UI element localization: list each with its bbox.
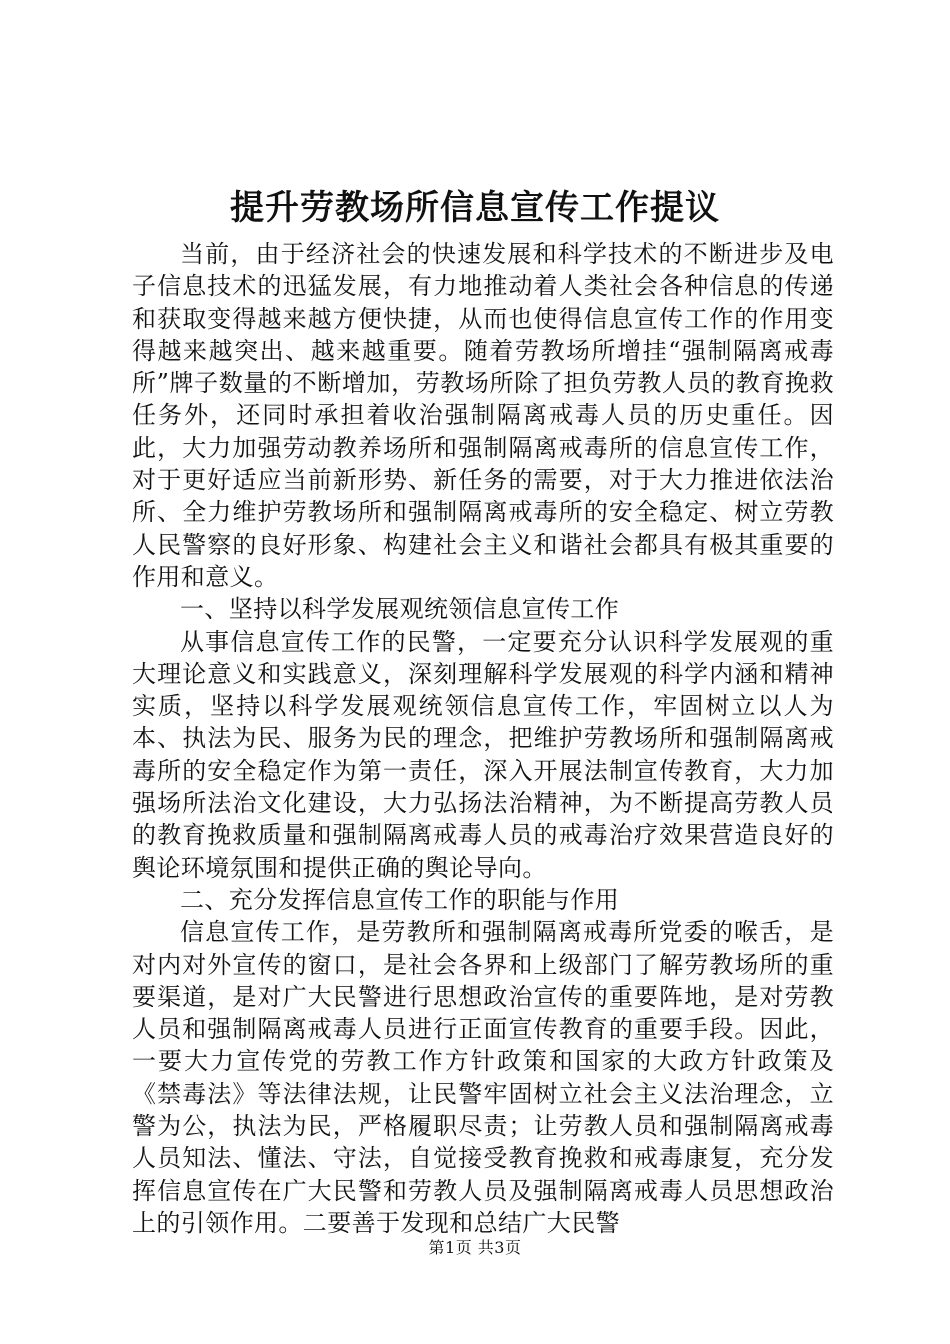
document-body — [132, 238, 834, 1239]
intro-paragraph: 当前，由于经济社会的快速发展和科学技术的不断进步及电子信息技术的迅猛发展，有力地推动着人类社会各种信息的传递和获取变得越来越方便快捷，从而也使得信息宣传工作的作用变得越来越突出、越来越重要。随着劳教场所增挂“强制隔离戒毒所”牌子数量的不断增加，劳教场所除了担负劳教人员的教育挽救任务外，还同时承担着收治强制隔离戒毒人员的历史重任。因此，大力加强劳动教养场所和强制隔离戒毒所的信息宣传工作，对于更好适应当前新形势、新任务的需要，对于大力推进依法治所、全力维护劳教场所和强制隔离戒毒所的安全稳定、树立劳教人民警察的良好形象、构建社会主义和谐社会都具有极其重要的作用和意义。 — [132, 240, 834, 591]
page-number-footer: 第1页 共3页 — [428, 1238, 522, 1257]
section-heading-2: 二、充分发挥信息宣传工作的职能与作用 — [180, 885, 620, 914]
document-title: 提升劳教场所信息宣传工作提议 — [230, 188, 720, 228]
section-1-paragraph: 从事信息宣传工作的民警，一定要充分认识科学发展观的重大理论意义和实践意义，深刻理解科学发展观的科学内涵和精神实质，坚持以科学发展观统领信息宣传工作，牢固树立以人为本、执法为民、服务为民的理念，把维护劳教场所和强制隔离戒毒所的安全稳定作为第一责任，深入开展法制宣传教育，大力加强场所法治文化建设，大力弘扬法治精神，为不断提高劳教人员的教育挽救质量和强制隔离戒毒人员的戒毒治疗效果营造良好的舆论环境氛围和提供正确的舆论导向。 — [132, 627, 834, 882]
section-heading-1: 一、坚持以科学发展观统领信息宣传工作 — [180, 595, 620, 624]
section-2-paragraph: 信息宣传工作，是劳教所和强制隔离戒毒所党委的喉舌，是对内对外宣传的窗口，是社会各界和上级部门了解劳教场所的重要渠道，是对广大民警进行思想政治宣传的重要阵地，是对劳教人员和强制隔离戒毒人员进行正面宣传教育的重要手段。因此，一要大力宣传党的劳教工作方针政策和国家的大政方针政策及《禁毒法》等法律法规，让民警牢固树立社会主义法治理念，立警为公，执法为民，严格履职尽责；让劳教人员和强制隔离戒毒人员知法、懂法、守法，自觉接受教育挽救和戒毒康复，充分发挥信息宣传在广大民警和劳教人员及强制隔离戒毒人员思想政治上的引领作用。二要善于发现和总结广大民警 — [132, 918, 834, 1237]
